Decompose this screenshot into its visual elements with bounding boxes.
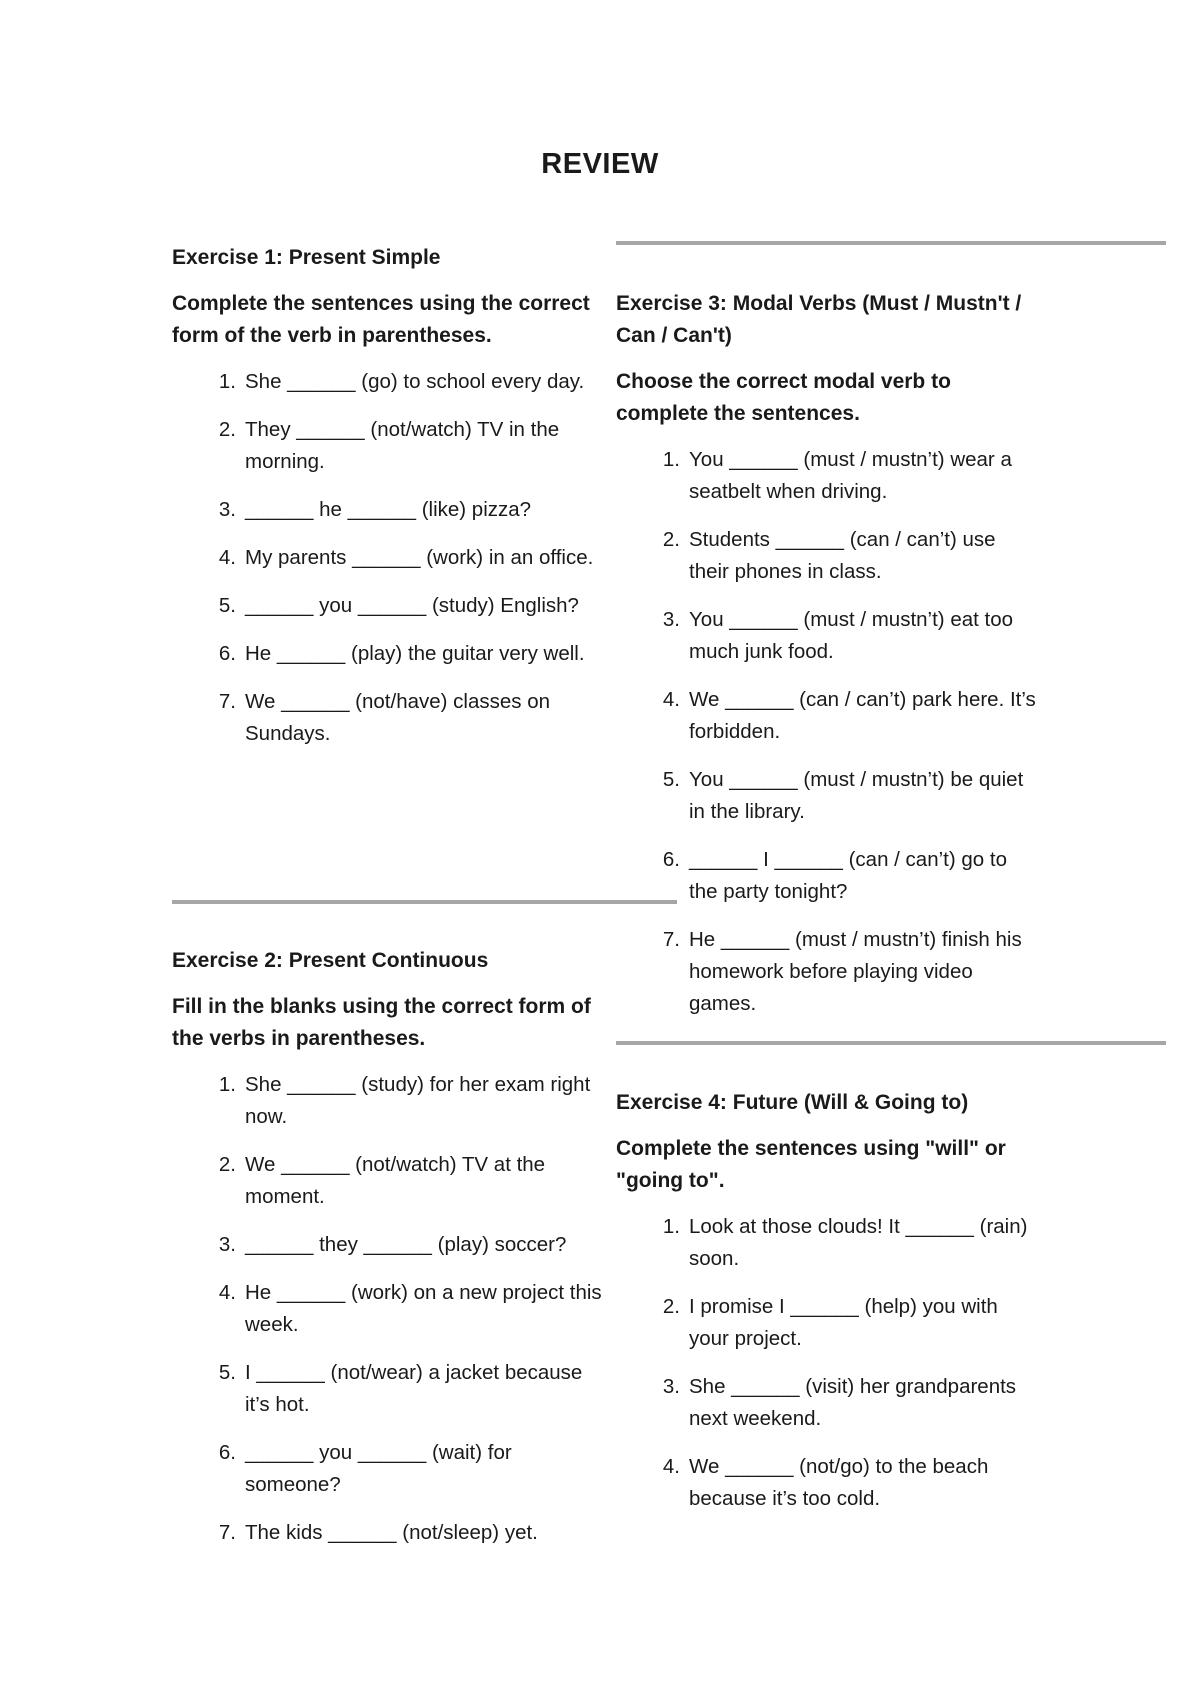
exercise-3-title: Exercise 3: Modal Verbs (Must / Mustn't / Can / Can't): [616, 292, 1022, 347]
list-item: 4. We ______ (not/go) to the beach because it’s too cold.: [662, 1455, 989, 1510]
list-item: 4. My parents ______ (work) in an office.: [218, 546, 594, 569]
list-item: 2. We ______ (not/watch) TV at the moment.: [218, 1153, 546, 1208]
list-item: 5. You ______ (must / mustn’t) be quiet in the library.: [662, 768, 1024, 823]
list-item: 1. She ______ (go) to school every day.: [218, 370, 585, 393]
list-item: 2. They ______ (not/watch) TV in the morning.: [218, 418, 560, 473]
page-title: REVIEW: [541, 148, 659, 180]
exercise-2-title: Exercise 2: Present Continuous: [172, 949, 489, 972]
list-item: 7. The kids ______ (not/sleep) yet.: [218, 1521, 538, 1544]
divider-left-middle: [172, 900, 677, 904]
exercise-4-section: [616, 1087, 1041, 1531]
exercise-4-instruction: Complete the sentences using "will" or "going to".: [616, 1137, 1006, 1192]
exercise-4-list: [616, 1211, 1041, 1515]
list-item: 1. She ______ (study) for her exam right now.: [218, 1073, 591, 1128]
exercise-2-instruction: Fill in the blanks using the correct form of the verbs in parentheses.: [172, 995, 591, 1050]
list-item: 7. He ______ (must / mustn’t) finish his homework before playing video games.: [662, 928, 1022, 1015]
list-item: 5. I ______ (not/wear) a jacket because it’s hot.: [218, 1361, 583, 1416]
exercise-2-section: [172, 945, 607, 1565]
list-item: 1. Look at those clouds! It ______ (rain) soon.: [662, 1215, 1028, 1270]
list-item: 3. ______ they ______ (play) soccer?: [218, 1233, 567, 1256]
list-item: 6. He ______ (play) the guitar very well.: [218, 642, 585, 665]
list-item: 6. ______ you ______ (wait) for someone?: [218, 1441, 512, 1496]
exercise-1-instruction: Complete the sentences using the correct form of the verb in parentheses.: [172, 292, 590, 347]
exercise-1-title: Exercise 1: Present Simple: [172, 246, 441, 269]
list-item: 7. We ______ (not/have) classes on Sundays.: [218, 690, 551, 745]
list-item: 2. I promise I ______ (help) you with your project.: [662, 1295, 998, 1350]
exercise-3-section: [616, 288, 1041, 1036]
exercise-1-section: [172, 242, 607, 766]
exercise-1-list: [172, 366, 607, 750]
list-item: 4. He ______ (work) on a new project this week.: [218, 1281, 602, 1336]
list-item: 2. Students ______ (can / can’t) use their phones in class.: [662, 528, 996, 583]
divider-top-right: [616, 241, 1166, 245]
exercise-4-title: Exercise 4: Future (Will & Going to): [616, 1091, 969, 1114]
list-item: 6. ______ I ______ (can / can’t) go to the party tonight?: [662, 848, 1007, 903]
exercise-3-list: [616, 444, 1041, 1020]
divider-right-middle: [616, 1041, 1166, 1045]
exercise-2-list: [172, 1069, 607, 1549]
exercise-3-instruction: Choose the correct modal verb to complete the sentences.: [616, 370, 951, 425]
list-item: 3. ______ he ______ (like) pizza?: [218, 498, 532, 521]
list-item: 5. ______ you ______ (study) English?: [218, 594, 579, 617]
list-item: 3. You ______ (must / mustn’t) eat too much junk food.: [662, 608, 1014, 663]
list-item: 1. You ______ (must / mustn’t) wear a seatbelt when driving.: [662, 448, 1012, 503]
list-item: 3. She ______ (visit) her grandparents next weekend.: [662, 1375, 1017, 1430]
list-item: 4. We ______ (can / can’t) park here. It’s forbidden.: [662, 688, 1036, 743]
